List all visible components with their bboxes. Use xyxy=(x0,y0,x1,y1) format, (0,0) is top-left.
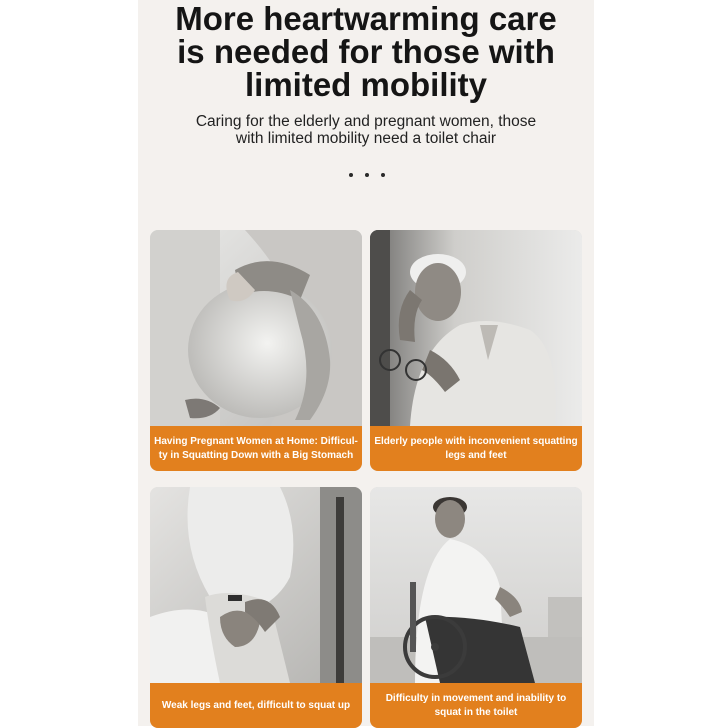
ellipsis-icon xyxy=(349,173,385,179)
subtitle-line-2: with limited mobility need a toilet chair xyxy=(235,130,497,147)
caption-line-2: squat in the toilet xyxy=(434,706,518,718)
caption-line-2: legs and feet xyxy=(445,449,507,461)
dot xyxy=(365,173,369,177)
headline xyxy=(138,2,594,101)
elderly-man-headache-photo xyxy=(370,230,582,426)
knee-pain-photo xyxy=(150,487,362,683)
caption-line-1: Elderly people with inconvenient squatting xyxy=(374,435,578,447)
caption-line-1: Having Pregnant Women at Home: Difficul- xyxy=(154,435,358,447)
card-weak-legs xyxy=(150,487,362,728)
subtitle xyxy=(138,113,594,147)
dot xyxy=(349,173,353,177)
headline-line-2: is needed for those with xyxy=(177,33,555,70)
man-in-wheelchair-photo xyxy=(370,487,582,683)
dot xyxy=(381,173,385,177)
content-panel xyxy=(138,0,594,726)
card-elderly-people xyxy=(370,230,582,471)
card-caption xyxy=(370,426,582,471)
caption-line-1: Difficulty in movement and inability to xyxy=(385,692,567,704)
pregnant-woman-photo xyxy=(150,230,362,426)
caption-line-2: ty in Squatting Down with a Big Stomach xyxy=(158,449,354,461)
headline-line-3: limited mobility xyxy=(244,66,488,103)
caption-line-1: Weak legs and feet, difficult to squat up xyxy=(161,699,351,711)
card-caption xyxy=(150,426,362,471)
card-caption xyxy=(370,683,582,728)
subtitle-line-1: Caring for the elderly and pregnant women, those xyxy=(195,113,537,130)
headline-line-1: More heartwarming care xyxy=(175,0,557,37)
card-caption xyxy=(150,683,362,728)
card-difficulty-movement xyxy=(370,487,582,728)
card-pregnant-women xyxy=(150,230,362,471)
